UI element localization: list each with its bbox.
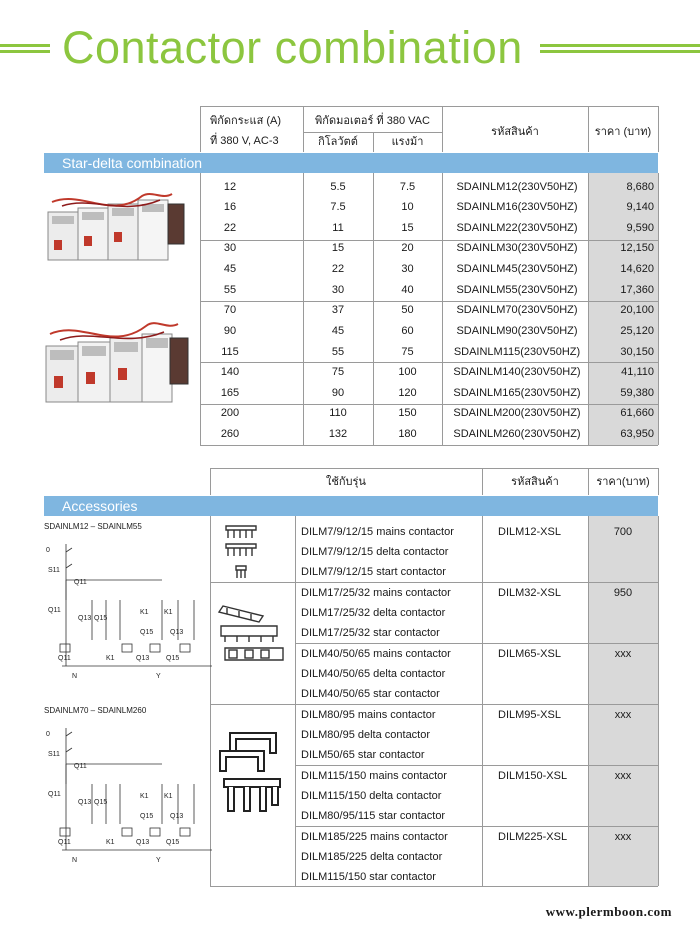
header-code: รหัสสินค้า <box>491 126 539 138</box>
cell-hp: 50 <box>401 304 414 316</box>
cell-kw: 30 <box>331 284 345 296</box>
cell-kw: 7.5 <box>330 201 346 213</box>
accessory-item: DILM115/150 delta contactor <box>301 790 442 802</box>
cell-kw: 45 <box>331 325 345 337</box>
cell-price: 59,380 <box>620 387 654 399</box>
cell-kw: 55 <box>331 346 345 358</box>
cell-kw: 110 <box>329 407 347 419</box>
cell-kw: 11 <box>332 222 344 234</box>
cell-price: 63,950 <box>620 428 654 440</box>
cell-hp: 150 <box>398 407 417 419</box>
svg-text:K1: K1 <box>106 839 115 846</box>
cell-price: 20,100 <box>620 304 654 316</box>
cell-hp: 120 <box>398 387 417 399</box>
accessory-item: DILM40/50/65 delta contactor <box>301 668 446 680</box>
cell-hp: 180 <box>398 428 417 440</box>
accessory-item: DILM7/9/12/15 mains contactor <box>301 526 454 538</box>
cell-kw: 90 <box>331 387 345 399</box>
svg-text:Q13: Q13 <box>78 615 92 622</box>
cell-code: SDAINLM45(230V50HZ) <box>456 263 578 275</box>
cell-current: 115 <box>221 346 239 358</box>
page-title: Contactor combination <box>62 22 523 73</box>
page-header <box>0 18 700 78</box>
cell-hp: 40 <box>401 284 414 296</box>
cell-current: 55 <box>223 284 237 296</box>
cell-hp: 15 <box>401 222 414 234</box>
cell-code: SDAINLM55(230V50HZ) <box>456 284 578 296</box>
accessory-item: DILM185/225 mains contactor <box>301 831 448 843</box>
accessory-code: DILM32-XSL <box>498 587 561 599</box>
header-line-right <box>540 50 700 53</box>
cell-current: 165 <box>220 387 240 399</box>
circuit-diagram-large <box>44 716 214 866</box>
header-motor: พิกัดมอเตอร์ ที่ 380 VAC <box>315 115 430 127</box>
cell-code: SDAINLM115(230V50HZ) <box>453 346 581 358</box>
header-current: พิกัดกระแส (A) <box>210 115 282 127</box>
svg-text:K1: K1 <box>140 793 149 800</box>
accessory-item: DILM17/25/32 star contactor <box>301 627 440 639</box>
cell-code: SDAINLM70(230V50HZ) <box>456 304 578 316</box>
header-current-sub: ที่ 380 V, AC-3 <box>210 135 279 147</box>
svg-text:K1: K1 <box>140 609 149 616</box>
section-band-accessories <box>44 496 658 516</box>
svg-text:N: N <box>72 857 78 864</box>
cell-current: 30 <box>223 242 237 254</box>
accessory-price: 950 <box>613 587 633 599</box>
accessory-item: DILM40/50/65 mains contactor <box>301 648 451 660</box>
section-band-star-delta <box>44 153 658 173</box>
cell-kw: 37 <box>331 304 345 316</box>
cell-code: SDAINLM30(230V50HZ) <box>456 242 578 254</box>
cell-price: 12,150 <box>620 242 654 254</box>
cell-current: 45 <box>223 263 237 275</box>
accessory-item: DILM80/95 delta contactor <box>301 729 431 741</box>
svg-text:Q15: Q15 <box>94 615 108 622</box>
svg-text:Q15: Q15 <box>140 629 154 636</box>
accessory-code: DILM12-XSL <box>498 526 561 538</box>
cell-hp: 60 <box>401 325 414 337</box>
acc-header-code: รหัสสินค้า <box>511 476 559 488</box>
accessory-item: DILM80/95 mains contactor <box>301 709 436 721</box>
cell-price: 41,110 <box>621 366 654 378</box>
accessory-item: DILM115/150 mains contactor <box>301 770 447 782</box>
cell-hp: 30 <box>401 263 414 275</box>
header-line-right <box>540 44 700 47</box>
footer-url[interactable]: www.plermboon.com <box>545 904 672 919</box>
svg-text:K1: K1 <box>106 655 115 662</box>
contactor-photo-small <box>42 190 192 270</box>
cell-hp: 75 <box>401 346 414 358</box>
cell-kw: 5.5 <box>330 181 346 193</box>
cell-kw: 132 <box>328 428 348 440</box>
accessory-price: xxx <box>614 770 632 782</box>
svg-text:Q15: Q15 <box>94 799 108 806</box>
header-kw: กิโลวัตต์ <box>318 136 358 148</box>
accessory-code: DILM150-XSL <box>498 770 568 782</box>
cell-current: 70 <box>223 304 237 316</box>
svg-text:Q13: Q13 <box>170 813 184 820</box>
svg-text:S11: S11 <box>48 567 60 574</box>
cell-current: 12 <box>223 181 237 193</box>
svg-text:0: 0 <box>46 547 50 554</box>
svg-text:Q13: Q13 <box>78 799 92 806</box>
accessory-item: DILM17/25/32 delta contactor <box>301 607 446 619</box>
header-price: ราคา (บาท) <box>594 126 652 138</box>
cell-hp: 20 <box>401 242 414 254</box>
accessory-code: DILM65-XSL <box>498 648 561 660</box>
acc-header-price: ราคา(บาท) <box>596 476 650 488</box>
svg-text:Q13: Q13 <box>170 629 184 636</box>
cell-code: SDAINLM22(230V50HZ) <box>456 222 578 234</box>
svg-text:Y: Y <box>156 673 161 680</box>
cell-current: 22 <box>223 222 237 234</box>
svg-text:Q11: Q11 <box>48 791 61 798</box>
svg-text:S11: S11 <box>48 751 60 758</box>
cell-hp: 100 <box>398 366 417 378</box>
link-kit-small-image <box>222 522 262 582</box>
svg-text:Q15: Q15 <box>140 813 154 820</box>
cell-hp: 7.5 <box>399 181 416 193</box>
svg-text:K1: K1 <box>164 793 173 800</box>
accessory-item: DILM7/9/12/15 start contactor <box>301 566 446 578</box>
accessory-item: DILM40/50/65 star contactor <box>301 688 440 700</box>
svg-text:Q11: Q11 <box>58 655 71 662</box>
accessory-price: xxx <box>614 831 632 843</box>
accessory-item: DILM185/225 delta contactor <box>301 851 443 863</box>
cell-code: SDAINLM140(230V50HZ) <box>453 366 581 378</box>
link-kit-large-image <box>214 727 288 817</box>
svg-text:0: 0 <box>46 731 50 738</box>
cell-code: SDAINLM260(230V50HZ) <box>453 428 581 440</box>
cell-kw: 15 <box>331 242 345 254</box>
svg-text:Y: Y <box>156 857 161 864</box>
cell-current: 16 <box>223 201 237 213</box>
circuit-diagram-small <box>44 532 214 682</box>
section-label-star-delta: Star-delta combination <box>62 155 203 171</box>
header-line-left <box>0 50 50 53</box>
accessory-item: DILM50/65 star contactor <box>301 749 425 761</box>
svg-text:Q11: Q11 <box>58 839 71 846</box>
cell-price: 8,680 <box>626 181 654 193</box>
cell-code: SDAINLM165(230V50HZ) <box>453 387 581 399</box>
cell-code: SDAINLM90(230V50HZ) <box>456 325 578 337</box>
cell-price: 14,620 <box>620 263 654 275</box>
accessory-price: 700 <box>613 526 633 538</box>
contactor-photo-large <box>42 318 192 408</box>
cell-price: 17,360 <box>620 284 654 296</box>
cell-kw: 22 <box>331 263 345 275</box>
header-line-left <box>0 44 50 47</box>
accessory-item: DILM17/25/32 mains contactor <box>301 587 451 599</box>
cell-current: 140 <box>220 366 240 378</box>
svg-text:Q11: Q11 <box>74 579 87 586</box>
cell-code: SDAINLM200(230V50HZ) <box>453 407 581 419</box>
svg-text:Q13: Q13 <box>136 839 150 846</box>
accessory-item: DILM115/150 star contactor <box>301 871 436 883</box>
header-hp: แรงม้า <box>391 136 424 148</box>
accessory-item: DILM80/95/115 star contactor <box>301 810 446 822</box>
cell-code: SDAINLM16(230V50HZ) <box>456 201 578 213</box>
svg-text:Q13: Q13 <box>136 655 150 662</box>
svg-text:Q15: Q15 <box>166 839 180 846</box>
section-label-accessories: Accessories <box>62 498 138 514</box>
cell-price: 25,120 <box>620 325 654 337</box>
accessory-code: DILM225-XSL <box>498 831 568 843</box>
link-kit-medium-image <box>215 598 290 668</box>
cell-price: 9,590 <box>626 222 654 234</box>
svg-text:N: N <box>72 673 78 680</box>
cell-current: 260 <box>220 428 240 440</box>
cell-code: SDAINLM12(230V50HZ) <box>456 181 578 193</box>
cell-hp: 10 <box>401 201 414 213</box>
accessory-price: xxx <box>614 648 632 660</box>
cell-price: 9,140 <box>626 201 654 213</box>
diagram-caption: SDAINLM70 – SDAINLM260 <box>44 706 147 715</box>
accessory-price: xxx <box>614 709 632 721</box>
acc-header-model: ใช้กับรุ่น <box>326 476 366 488</box>
svg-text:Q11: Q11 <box>48 607 61 614</box>
accessory-code: DILM95-XSL <box>498 709 561 721</box>
cell-current: 90 <box>223 325 237 337</box>
cell-current: 200 <box>220 407 240 419</box>
accessory-item: DILM7/9/12/15 delta contactor <box>301 546 449 558</box>
diagram-caption: SDAINLM12 – SDAINLM55 <box>44 522 142 531</box>
cell-price: 61,660 <box>620 407 654 419</box>
svg-text:Q15: Q15 <box>166 655 180 662</box>
svg-text:K1: K1 <box>164 609 173 616</box>
cell-price: 30,150 <box>620 346 654 358</box>
svg-text:Q11: Q11 <box>74 763 87 770</box>
cell-kw: 75 <box>331 366 345 378</box>
